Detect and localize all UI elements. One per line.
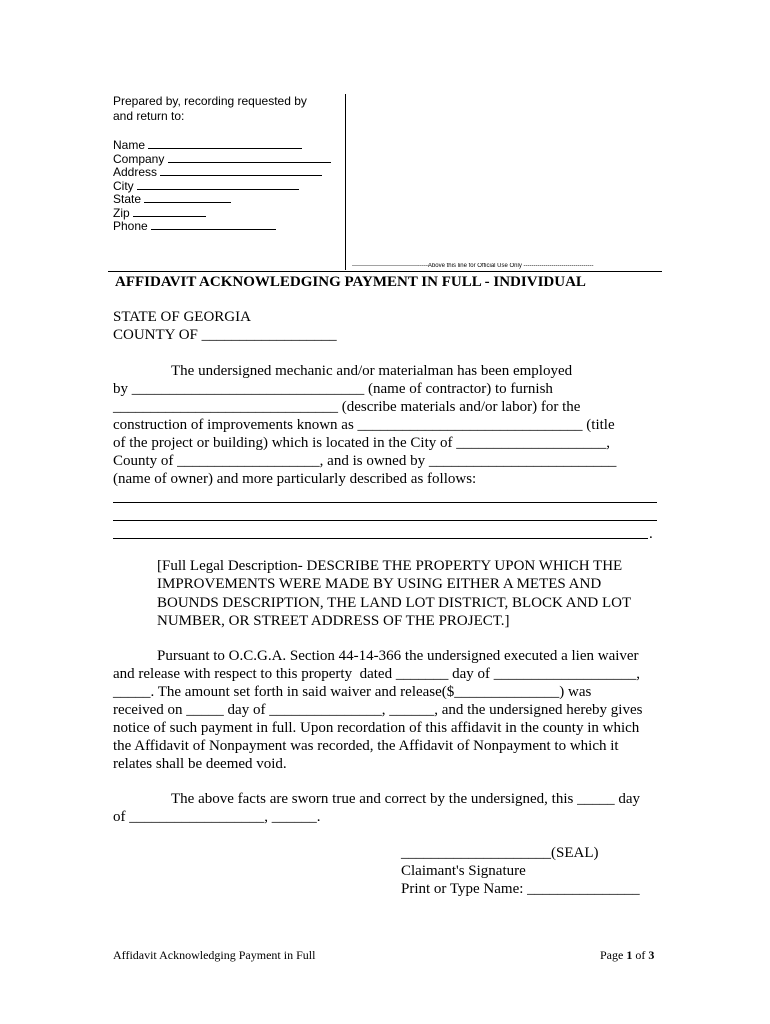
legal-desc-line-2: IMPROVEMENTS WERE MADE BY USING EITHER A METES AND xyxy=(157,576,602,592)
phone-blank[interactable] xyxy=(151,217,276,230)
phone-field[interactable] xyxy=(113,217,276,233)
signature-seal-line[interactable]: ____________________(SEAL) xyxy=(401,845,599,861)
state-label: State xyxy=(113,192,142,206)
p1-line-1: The undersigned mechanic and/or materialman has been employed xyxy=(171,363,573,379)
prepared-by-line2: and return to: xyxy=(113,109,185,123)
p2-line-6: the Affidavit of Nonpayment was recorded, the Affidavit of Nonpayment to which it xyxy=(113,738,619,754)
legal-desc-line-3: BOUNDS DESCRIPTION, THE LAND LOT DISTRICT, BLOCK AND LOT xyxy=(157,595,632,611)
p3-line-2[interactable]: of __________________, ______. xyxy=(113,809,321,825)
page-prefix: Page xyxy=(600,948,627,962)
page-of: of xyxy=(632,948,649,962)
zip-label: Zip xyxy=(113,206,130,220)
official-use-rule xyxy=(108,271,662,272)
p1-line-4[interactable]: construction of improvements known as ______________________________ (title xyxy=(113,417,615,433)
prepared-by-line1: Prepared by, recording requested by xyxy=(113,94,307,108)
description-blank-3[interactable] xyxy=(113,538,648,539)
zip-blank[interactable] xyxy=(133,204,206,217)
description-period: . xyxy=(649,526,653,542)
claimant-signature-label: Claimant's Signature xyxy=(401,863,526,879)
page-total: 3 xyxy=(648,948,655,962)
p2-line-7: relates shall be deemed void. xyxy=(113,756,287,772)
p2-line-2[interactable]: and release with respect to this property dated _______ day of ___________________, xyxy=(113,666,640,682)
state-blank[interactable] xyxy=(144,190,231,203)
city-blank[interactable] xyxy=(137,177,299,190)
company-blank[interactable] xyxy=(168,150,331,163)
county-line[interactable]: COUNTY OF __________________ xyxy=(113,327,337,343)
p2-line-1: Pursuant to O.C.G.A. Section 44-14-366 the undersigned executed a lien waiver xyxy=(157,648,639,664)
address-label: Address xyxy=(113,165,158,179)
page-current: 1 xyxy=(626,948,633,962)
p3-line-1[interactable]: The above facts are sworn true and correct by the undersigned, this _____ day xyxy=(171,791,641,807)
footer-page-number xyxy=(600,948,654,963)
description-blank-2[interactable] xyxy=(113,520,657,521)
recording-divider xyxy=(345,94,346,270)
address-blank[interactable] xyxy=(160,163,322,176)
document-title: AFFIDAVIT ACKNOWLEDGING PAYMENT IN FULL - INDIVIDUAL xyxy=(115,274,586,290)
p1-line-7: (name of owner) and more particularly described as follows: xyxy=(113,471,477,487)
official-use-line: --------------------------------------Above this line for Official Use Only ----------------------------------- xyxy=(352,263,594,269)
name-label: Name xyxy=(113,138,146,152)
p1-line-3[interactable]: ______________________________ (describe materials and/or labor) for the xyxy=(113,399,581,415)
company-label: Company xyxy=(113,152,165,166)
phone-label: Phone xyxy=(113,219,148,233)
print-name-line[interactable]: Print or Type Name: _______________ xyxy=(401,881,640,897)
p1-line-2[interactable]: by _______________________________ (name of contractor) to furnish xyxy=(113,381,553,397)
footer-doc-title: Affidavit Acknowledging Payment in Full xyxy=(113,948,316,962)
p2-line-3[interactable]: _____. The amount set forth in said waiver and release($______________) was xyxy=(113,684,592,700)
p1-line-6[interactable]: County of ___________________, and is owned by _________________________ xyxy=(113,453,617,469)
p1-line-5[interactable]: of the project or building) which is located in the City of ____________________, xyxy=(113,435,611,451)
description-blank-1[interactable] xyxy=(113,502,657,503)
p2-line-5: notice of such payment in full. Upon recordation of this affidavit in the county in which xyxy=(113,720,640,736)
name-blank[interactable] xyxy=(148,136,302,149)
state-line: STATE OF GEORGIA xyxy=(113,309,251,325)
city-label: City xyxy=(113,179,134,193)
p2-line-4[interactable]: received on _____ day of _______________, ______, and the undersigned hereby gives xyxy=(113,702,643,718)
legal-desc-line-4: NUMBER, OR STREET ADDRESS OF THE PROJECT.] xyxy=(157,613,510,629)
legal-desc-line-1: [Full Legal Description- DESCRIBE THE PROPERTY UPON WHICH THE xyxy=(157,558,623,574)
